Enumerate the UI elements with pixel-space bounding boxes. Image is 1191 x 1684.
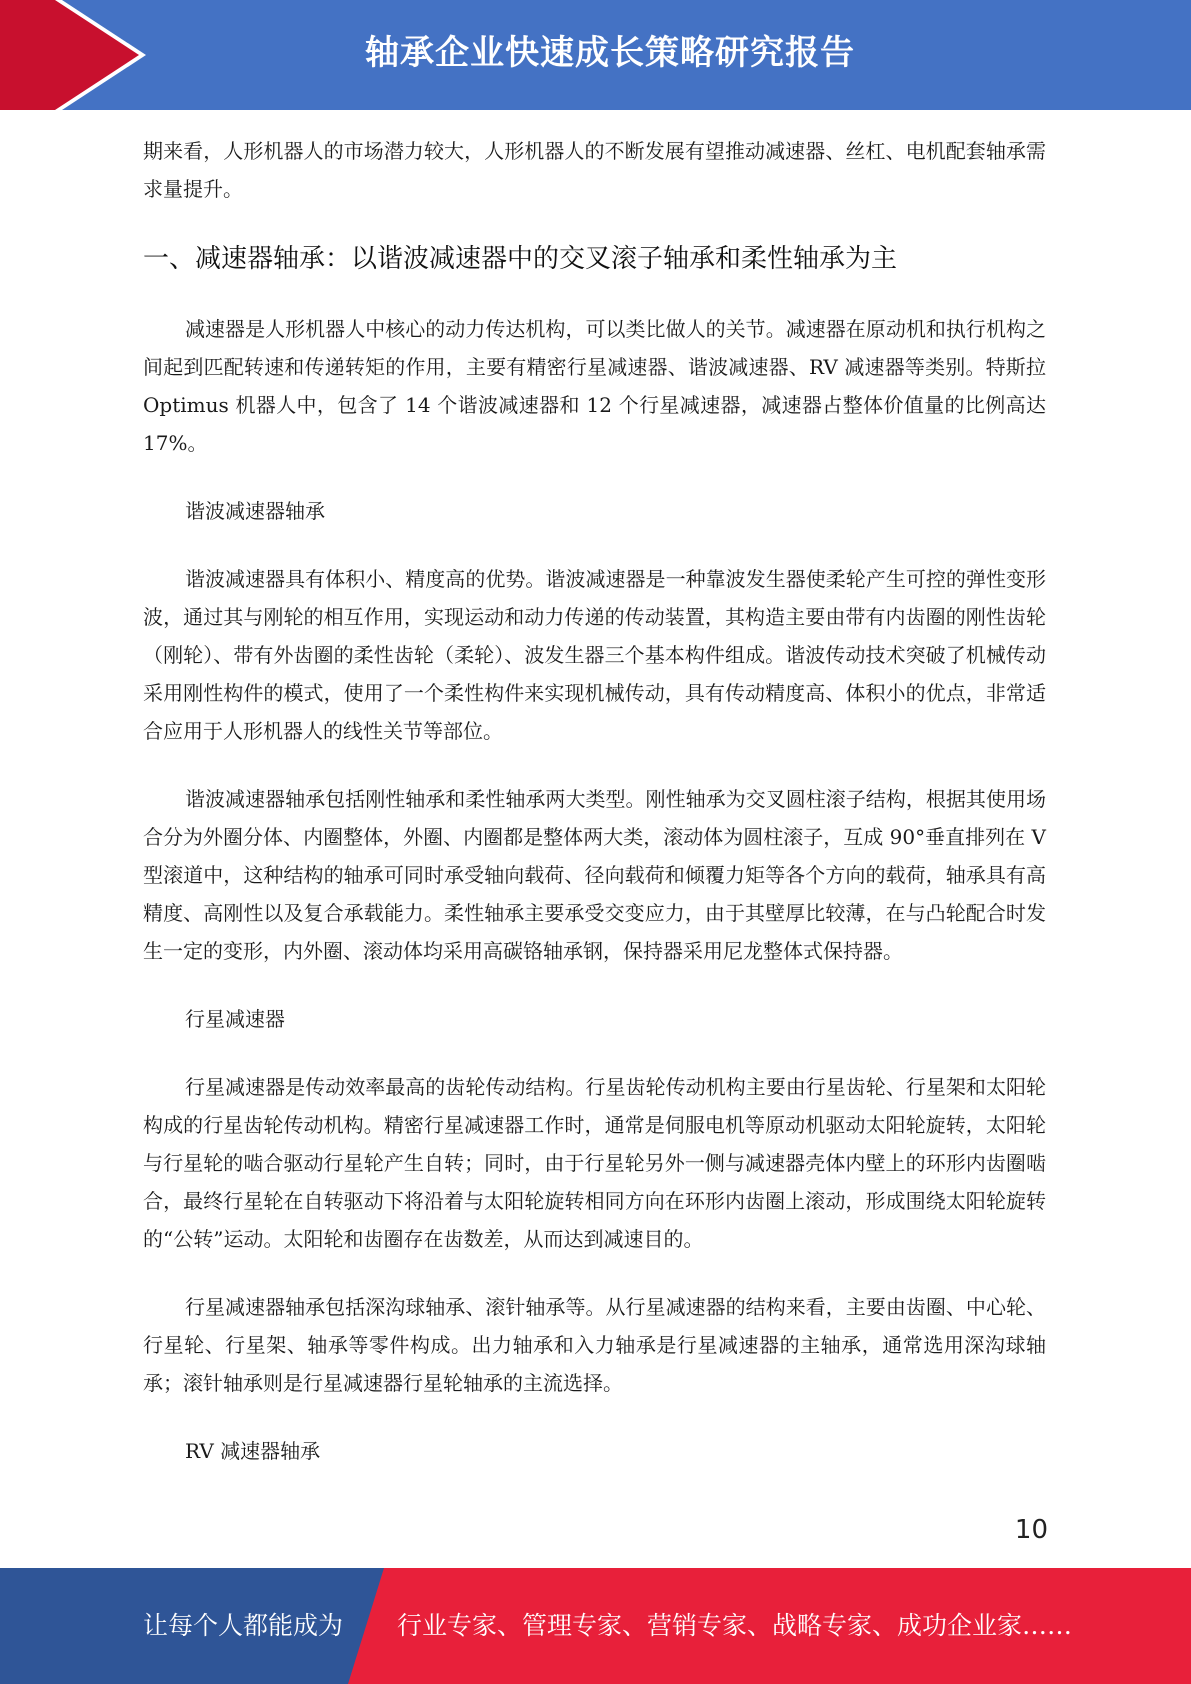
page-number: 10 — [1014, 1515, 1048, 1545]
report-footer — [0, 1568, 1191, 1684]
intro-paragraph: 期来看，人形机器人的市场潜力较大，人形机器人的不断发展有望推动减速器、丝杠、电机配套轴承需求量提升。 — [143, 139, 1046, 201]
paragraph-planetary-bearings: 行星减速器轴承包括深沟球轴承、滚针轴承等。从行星减速器的结构来看，主要由齿圈、中心轮、行星轮、行星架、轴承等零件构成。出力轴承和入力轴承是行星减速器的主轴承，通常选用深沟球轴承；滚针轴承则是行星减速器行星轮轴承的主流选择。 — [143, 1295, 1046, 1395]
footer-slogan-right: 行业专家、管理专家、营销专家、战略专家、成功企业家…… — [397, 1611, 1073, 1640]
report-title: 轴承企业快速成长策略研究报告 — [365, 33, 855, 73]
paragraph-harmonic-advantages: 谐波减速器具有体积小、精度高的优势。谐波减速器是一种靠波发生器使柔轮产生可控的弹性变形波，通过其与刚轮的相互作用，实现运动和动力传递的传动装置，其构造主要由带有内齿圈的刚性齿轮（刚轮）、带有外齿圈的柔性齿轮（柔轮）、波发生器三个基本构件组成。谐波传动技术突破了机械传动采用刚性构件的模式，使用了一个柔性构件来实现机械传动，具有传动精度高、体积小的优点，非常适合应用于人形机器人的线性关节等部位。 — [143, 567, 1046, 743]
subheading-planetary-reducer: 行星减速器 — [185, 1007, 285, 1031]
footer-slogan-left: 让每个人都能成为 — [143, 1611, 344, 1640]
paragraph-harmonic-bearing-types: 谐波减速器轴承包括刚性轴承和柔性轴承两大类型。刚性轴承为交叉圆柱滚子结构，根据其使用场合分为外圈分体、内圈整体，外圈、内圈都是整体两大类，滚动体为圆柱滚子，互成 90°垂直排列在 V 型滚道中，这种结构的轴承可同时承受轴向载荷、径向载荷和倾覆力矩等各个方向的载荷，轴承具有高精度、高刚性以及复合承载能力。柔性轴承主要承受交变应力，由于其壁厚比较薄，在与凸轮配合时发生一定的变形，内外圈、滚动体均采用高碳铬轴承钢，保持器采用尼龙整体式保持器。 — [143, 787, 1046, 963]
report-header — [0, 0, 1191, 110]
subheading-harmonic-bearing: 谐波减速器轴承 — [185, 499, 325, 523]
subheading-rv-bearing: RV 减速器轴承 — [185, 1439, 321, 1463]
paragraph-reducer-overview: 减速器是人形机器人中核心的动力传达机构，可以类比做人的关节。减速器在原动机和执行机构之间起到匹配转速和传递转矩的作用，主要有精密行星减速器、谐波减速器、RV 减速器等类别。特斯拉 Optimus 机器人中，包含了 14 个谐波减速器和 12 个行星减速器，减速器占整体价值量的比例高达 17%。 — [143, 317, 1046, 455]
paragraph-planetary-efficiency: 行星减速器是传动效率最高的齿轮传动结构。行星齿轮传动机构主要由行星齿轮、行星架和太阳轮构成的行星齿轮传动机构。精密行星减速器工作时，通常是伺服电机等原动机驱动太阳轮旋转，太阳轮与行星轮的啮合驱动行星轮产生自转；同时，由于行星轮另外一侧与减速器壳体内壁上的环形内齿圈啮合，最终行星轮在自转驱动下将沿着与太阳轮旋转相同方向在环形内齿圈上滚动，形成围绕太阳轮旋转的“公转”运动。太阳轮和齿圈存在齿数差，从而达到减速目的。 — [143, 1075, 1046, 1251]
page-content — [143, 132, 1046, 1470]
section-heading: 一、减速器轴承：以谐波减速器中的交叉滚子轴承和柔性轴承为主 — [143, 244, 898, 274]
